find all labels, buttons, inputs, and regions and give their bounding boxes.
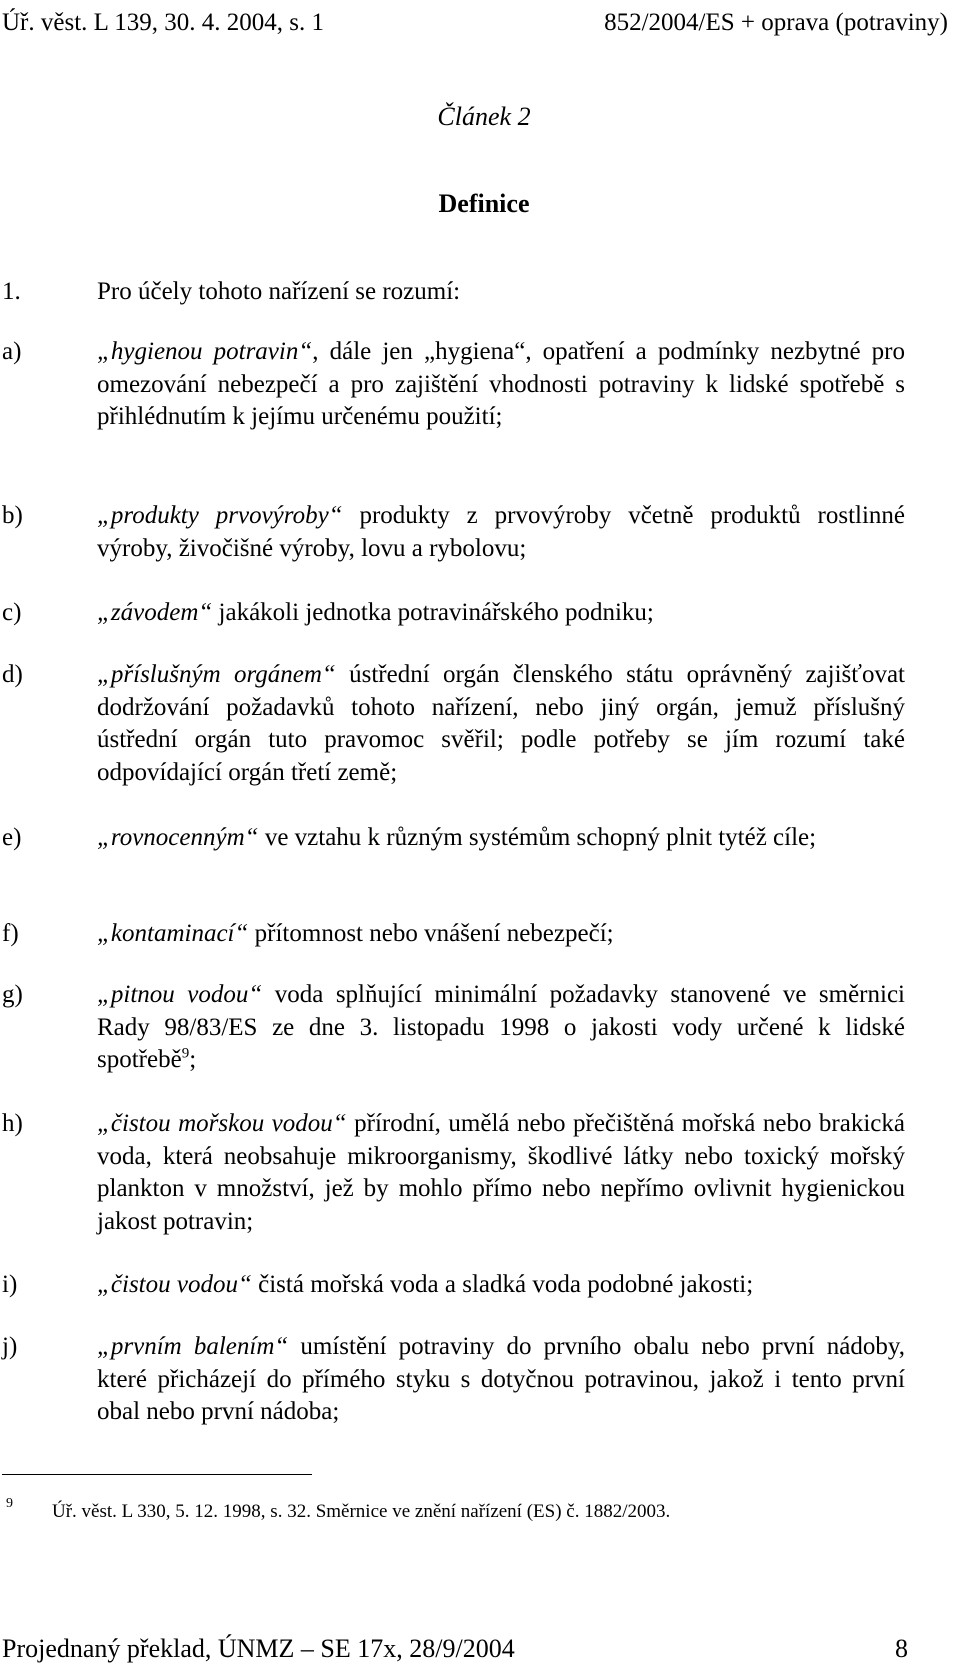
definition-body: ve vztahu k různým systémům schopný plnit tytéž cíle;	[258, 824, 817, 851]
section-title-text: Definice	[438, 189, 530, 218]
definition-term: „závodem“	[97, 599, 213, 626]
definition-text	[97, 918, 905, 951]
definition-body: produkty z prvovýroby včetně produktů rostlinné výroby, živočišné výroby, lovu a rybolovu;	[97, 502, 905, 562]
definition-term: „čistou vodou“	[97, 1271, 252, 1298]
footer-translation-note: Projednaný překlad, ÚNMZ – SE 17x, 28/9/2004	[2, 1634, 515, 1663]
definition-letter: f)	[2, 920, 19, 947]
definition-body: čistá mořská voda a sladká voda podobné jakosti;	[251, 1271, 754, 1298]
footnote-number: 9	[6, 1496, 13, 1511]
definition-letter: d)	[2, 661, 23, 688]
header-source-reference: Úř. věst. L 139, 30. 4. 2004, s. 1	[2, 9, 324, 36]
definition-term: „rovnocenným“	[97, 824, 259, 851]
definition-text	[97, 597, 905, 630]
definition-body: přítomnost nebo vnášení nebezpečí;	[248, 920, 614, 947]
definition-body-end: ;	[189, 1046, 197, 1074]
definition-text	[97, 659, 905, 789]
definition-term: „příslušným orgánem“	[97, 661, 336, 688]
footnote-reference: 9	[181, 1045, 190, 1062]
definition-term: „čistou mořskou vodou“	[97, 1110, 347, 1137]
section-title	[0, 188, 960, 220]
definition-term: „kontaminací“	[97, 920, 249, 947]
article-title-text: Článek 2	[437, 102, 531, 131]
definition-term: „produkty prvovýroby“	[97, 502, 343, 529]
definition-text	[97, 979, 905, 1077]
definition-letter: h)	[2, 1110, 23, 1137]
page-number: 8	[895, 1634, 908, 1663]
footnote-separator	[2, 1474, 312, 1475]
definition-term: „hygienou potravin“	[97, 338, 313, 365]
definition-text	[97, 822, 905, 855]
definition-term: „pitnou vodou“	[97, 981, 263, 1008]
definition-text	[97, 1269, 905, 1302]
paragraph-intro-text: Pro účely tohoto nařízení se rozumí:	[97, 278, 461, 305]
definition-letter: b)	[2, 502, 23, 529]
definition-letter: i)	[2, 1271, 18, 1298]
definition-text	[97, 1108, 905, 1238]
definition-body: voda splňující minimální požadavky stanovené ve směrnici Rady 98/83/ES ze dne 3. listopadu 1998 o jakosti vody určené k lidské spotřebě	[97, 981, 905, 1074]
paragraph-number: 1.	[2, 278, 21, 305]
definition-letter: a)	[2, 338, 22, 365]
definition-term: „prvním balením“	[97, 1333, 289, 1360]
definition-text	[97, 1331, 905, 1429]
article-title	[0, 101, 960, 133]
definition-body: , dále jen „hygiena“, opatření a podmínky nezbytné pro omezování nebezpečí a pro zajištění vhodnosti potraviny k lidské spotřebě s přihlédnutím k jejímu určenému použití;	[97, 338, 905, 431]
definition-body: přírodní, umělá nebo přečištěná mořská nebo brakická voda, která neobsahuje mikroorganismy, škodlivé látky nebo toxický mořský plankton v množství, jež by mohlo přímo nebo nepřímo ovlivnit hygienickou jakost potravin;	[97, 1110, 905, 1235]
definition-body: umístění potraviny do prvního obalu nebo první nádoby, které přicházejí do přímého styku s dotyčnou potravinou, jakož i tento první obal nebo první nádoba;	[97, 1333, 905, 1426]
definition-body: ústřední orgán členského státu oprávněný zajišťovat dodržování požadavků tohoto nařízení, nebo jiný orgán, jemuž příslušný ústřední orgán tuto pravomoc svěřil; podle potřeby se jím rozumí také odpovídající orgán třetí země;	[97, 661, 905, 786]
definition-text	[97, 336, 905, 434]
definition-letter: g)	[2, 981, 23, 1008]
definition-text	[97, 500, 905, 565]
footnote-text: Úř. věst. L 330, 5. 12. 1998, s. 32. Směrnice ve znění nařízení (ES) č. 1882/2003.	[52, 1501, 671, 1522]
definition-letter: c)	[2, 599, 22, 626]
header-document-id: 852/2004/ES + oprava (potraviny)	[604, 9, 948, 36]
definition-body: jakákoli jednotka potravinářského podniku;	[212, 599, 654, 626]
definition-letter: e)	[2, 824, 22, 851]
definition-letter: j)	[2, 1333, 18, 1360]
